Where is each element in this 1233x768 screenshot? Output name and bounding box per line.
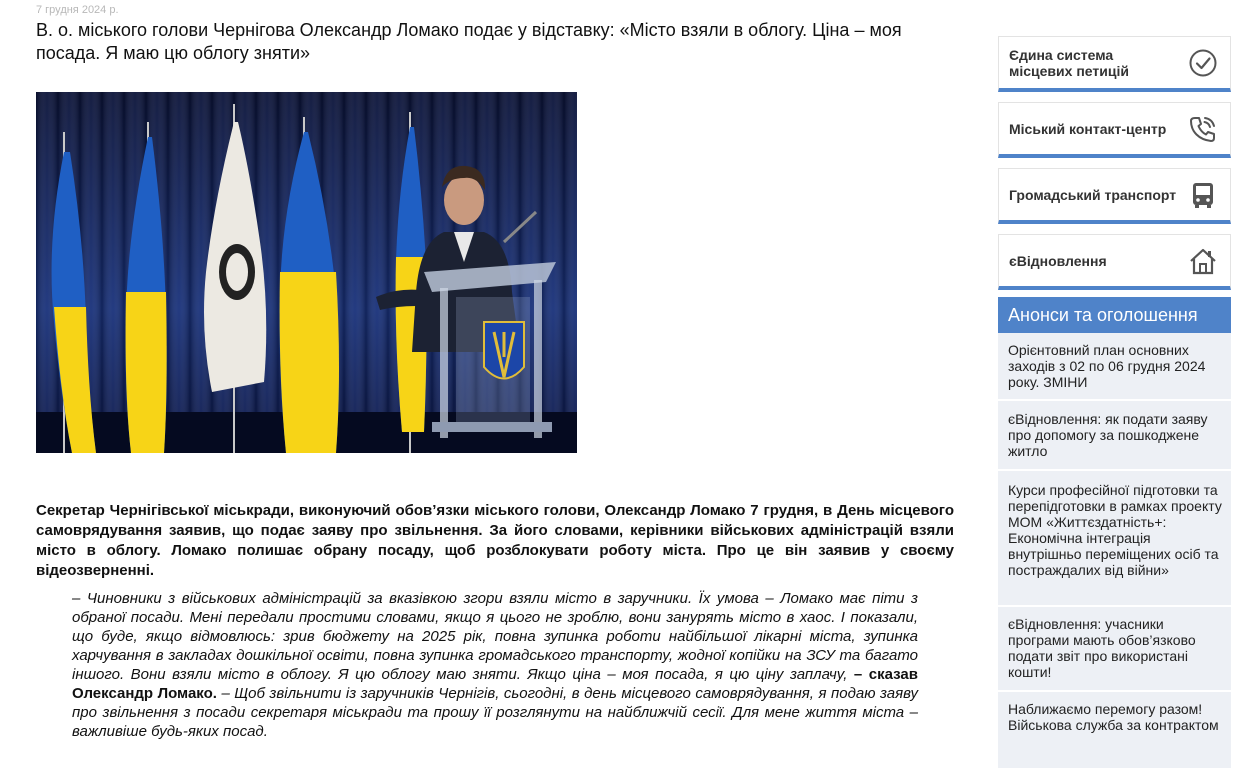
- quote-part-2: – Щоб звільнити із заручників Чернігів, сьогодні, в день місцевого самоврядування, я подаю заяву про звільнення з посади секретаря міськради та прошу її розглянути на найближчій сесії. Для мене життя міста – важливіше будь-яких посад.: [72, 685, 918, 740]
- service-label: Єдина система місцевих петицій: [1009, 46, 1129, 79]
- service-label: Громадський транспорт: [1009, 186, 1177, 203]
- article-title: В. о. міського голови Чернігова Олександр Ломако подає у відставку: «Місто взяли в облогу. Ціна – моя посада. Я маю цю облогу зняти»: [36, 20, 902, 63]
- bus-icon: [1188, 180, 1218, 210]
- announcement-item[interactable]: єВідновлення: учасники програми мають обов’язково подати звіт про використані кошти!: [1008, 616, 1196, 680]
- house-icon: [1188, 246, 1218, 276]
- quote-attribution: – сказав Олександр Ломако.: [72, 666, 918, 702]
- announcement-item[interactable]: Курси професійної підготовки та перепідготовки в рамках проекту МОМ «Життєздатність+: Економічна інтеграція внутрішньо переміщених осіб та постраждалих від війни»: [1008, 482, 1222, 578]
- article-quote: [72, 589, 918, 741]
- announcement-item[interactable]: Наближаємо перемогу разом! Військова служба за контрактом: [1008, 701, 1219, 733]
- phone-icon: [1188, 114, 1218, 144]
- article-lead: Секретар Чернігівської міськради, виконуючий обов’язки міського голови, Олександр Ломако 7 грудня, в День місцевого самоврядування заявив, що подає заяву про звільнення. За його словами, керівники військових адміністрацій взяли місто в облогу. Ломако полишає обрану посаду, щоб розблокувати роботу міста. Про це він заявив у своєму відеозверненні.: [36, 502, 954, 579]
- date: 7 грудня 2024 р.: [36, 4, 119, 16]
- quote-part-1: – Чиновники з військових адміністрацій за вказівкою згори взяли місто в заручники. Їх умова – Ломако має піти з обраної посади. Мені передали простими словами, якщо я цього не зроблю, вони занурять місто в хаос. І показали, що буде, якщо відмовлюсь: зрив бюджету на 2025 рік, повна зупинка роботи найбільшої лікарні міста, зупинка харчування в закладах дошкільної освіти, повна зупинка громадського транспорту, жодної копійки на ЗСУ та багато іншого. Вони взяли місто в облогу. Я цю облогу маю зняти. Якщо ціна – моя посада, я цю ціну заплачу,: [72, 590, 918, 683]
- announcements-header: Анонси та оголошення: [998, 297, 1231, 333]
- service-contact-center[interactable]: [998, 102, 1231, 158]
- speaker-photo-illustration: [36, 92, 577, 453]
- service-label: Міський контакт-центр: [1009, 120, 1167, 137]
- announcement-separator: [998, 690, 1231, 692]
- announcement-separator: [998, 399, 1231, 401]
- announcement-item[interactable]: єВідновлення: як подати заяву про допомогу за пошкоджене житло: [1008, 411, 1208, 459]
- service-erestoration[interactable]: [998, 234, 1231, 290]
- announcement-separator: [998, 469, 1231, 471]
- service-label: єВідновлення: [1009, 252, 1107, 269]
- announcement-separator: [998, 605, 1231, 607]
- article-photo: [36, 92, 577, 453]
- check-circle-icon: [1188, 48, 1218, 78]
- service-public-transport[interactable]: [998, 168, 1231, 224]
- announcements-list: [998, 333, 1231, 768]
- service-petitions[interactable]: [998, 36, 1231, 92]
- announcement-item[interactable]: Орієнтовний план основних заходів з 02 по 06 грудня 2024 року. ЗМІНИ: [1008, 342, 1206, 390]
